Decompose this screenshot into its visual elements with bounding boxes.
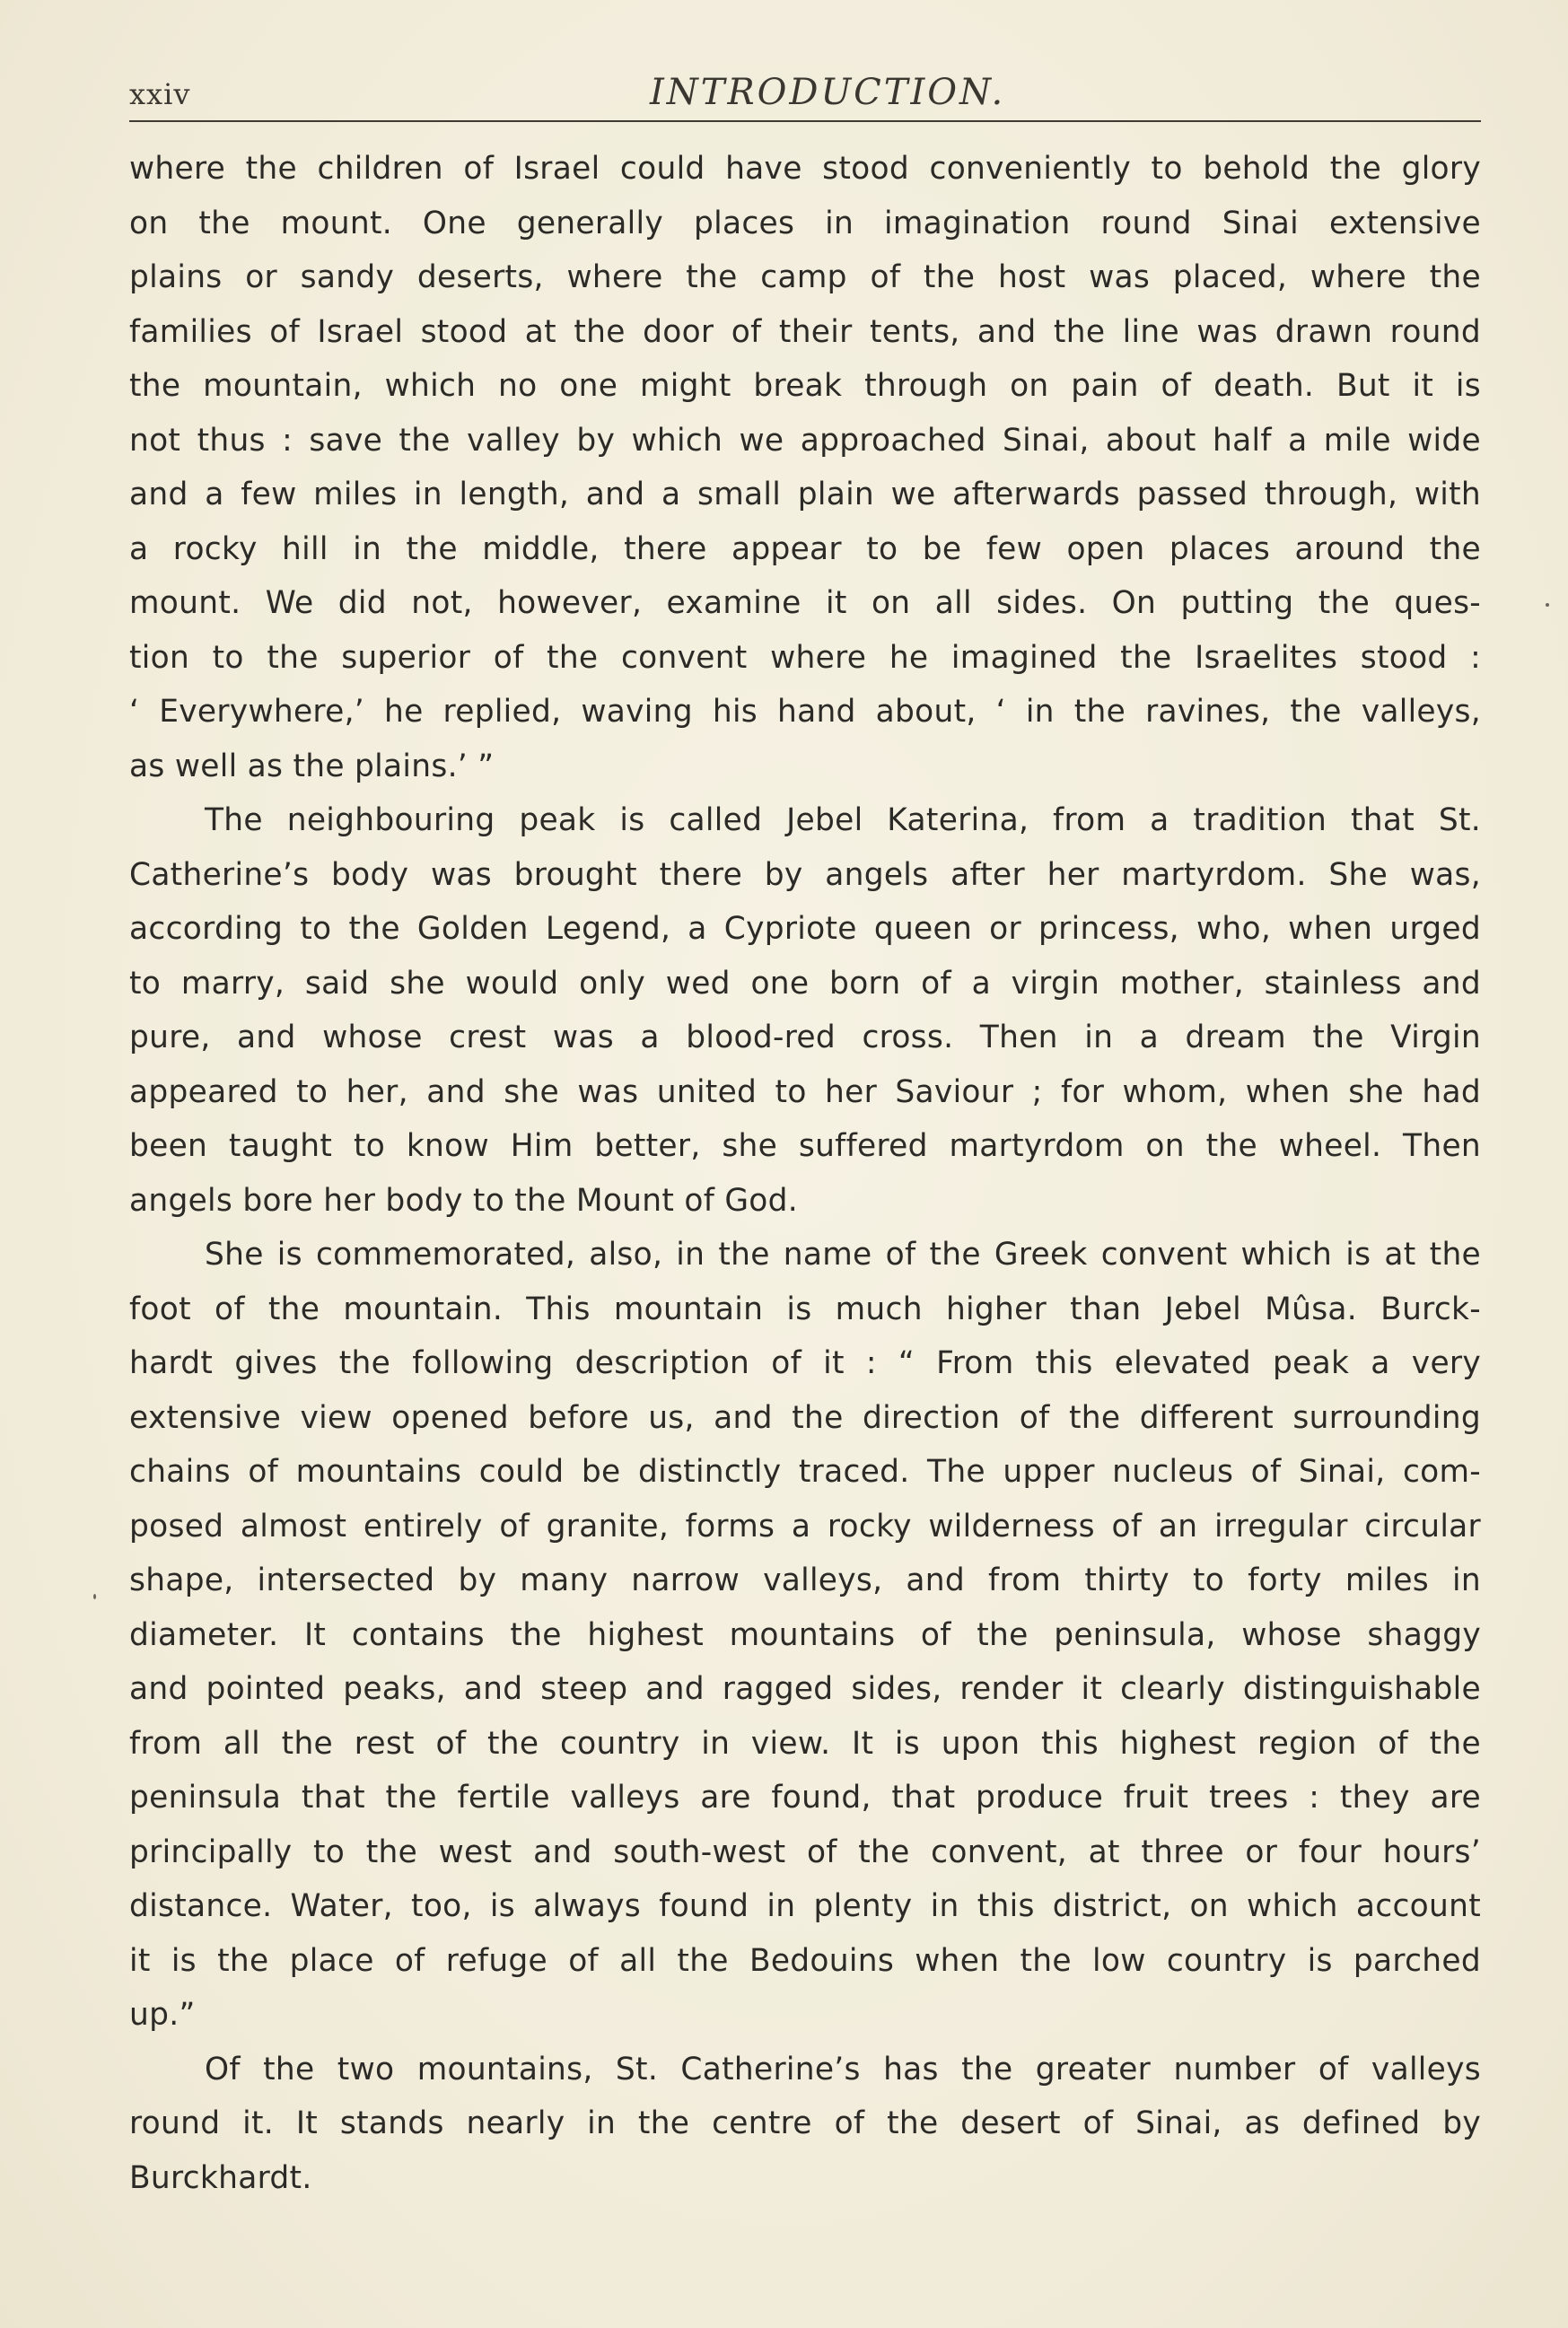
text-line: and pointed peaks, and steep and ragged sides, render it clearly distinguishable (129, 1671, 1481, 1707)
text-line: Of the two mountains, St. Catherine’s has the greater number of valleys (205, 2051, 1481, 2087)
text-line: ‘ Everywhere,’ he replied, waving his hand about, ‘ in the ravines, the valleys, (129, 694, 1481, 730)
text-line: to marry, said she would only wed one born of a virgin mother, stainless and (129, 965, 1481, 1002)
text-line: posed almost entirely of granite, forms a rocky wilderness of an irregular circular (129, 1508, 1481, 1545)
text-line: tion to the superior of the convent where he imagined the Israelites stood : (129, 639, 1481, 676)
text-line: Catherine’s body was brought there by angels after her martyrdom. She was, (129, 856, 1481, 893)
text-line: foot of the mountain. This mountain is much higher than Jebel Mûsa. Burck- (129, 1291, 1481, 1327)
print-speck (93, 1594, 96, 1599)
text-line: been taught to know Him better, she suffered martyrdom on the wheel. Then (129, 1128, 1481, 1164)
paragraph (129, 142, 1481, 793)
text-line: not thus : save the valley by which we approached Sinai, about half a mile wide (129, 422, 1481, 459)
text-line: on the mount. One generally places in imagination round Sinai extensive (129, 205, 1481, 241)
text-line: The neighbouring peak is called Jebel Katerina, from a tradition that St. (205, 802, 1481, 838)
text-line: families of Israel stood at the door of their tents, and the line was drawn round (129, 313, 1481, 350)
text-line: from all the rest of the country in view. It is upon this highest region of the (129, 1725, 1481, 1762)
text-line: appeared to her, and she was united to her Saviour ; for whom, when she had (129, 1073, 1481, 1110)
header-rule (129, 120, 1481, 122)
print-speck (1546, 603, 1549, 607)
text-line: up.” (129, 1997, 196, 2033)
text-line: and a few miles in length, and a small plain we afterwards passed through, with (129, 477, 1481, 512)
paragraph (129, 793, 1481, 1228)
page-header (129, 72, 1481, 117)
text-line: round it. It stands nearly in the centre of the desert of Sinai, as defined by (129, 2105, 1481, 2141)
text-line: as well as the plains.’ ” (129, 748, 495, 784)
paragraph (129, 1228, 1481, 2043)
text-line: pure, and whose crest was a blood-red cross. Then in a dream the Virgin (129, 1020, 1481, 1055)
running-title: INTRODUCTION. (650, 72, 1006, 113)
text-line: a rocky hill in the middle, there appear to be few open places around the (129, 530, 1481, 567)
text-line: She is commemorated, also, in the name of the Greek convent which is at the (205, 1237, 1481, 1273)
text-line: extensive view opened before us, and the direction of the different surrounding (129, 1399, 1481, 1436)
text-line: chains of mountains could be distinctly traced. The upper nucleus of Sinai, com- (129, 1454, 1481, 1490)
text-line: principally to the west and south-west of the convent, at three or four hours’ (129, 1834, 1481, 1870)
text-line: mount. We did not, however, examine it on all sides. On putting the ques- (129, 585, 1481, 621)
text-line: diameter. It contains the highest mountains of the peninsula, whose shaggy (129, 1616, 1481, 1653)
paragraph (129, 2043, 1481, 2206)
text-line: angels bore her body to the Mount of God. (129, 1182, 798, 1219)
text-line: distance. Water, too, is always found in plenty in this district, on which account (129, 1888, 1481, 1924)
text-line: shape, intersected by many narrow valleys, and from thirty to forty miles in (129, 1562, 1481, 1598)
text-line: according to the Golden Legend, a Cypriote queen or princess, who, when urged (129, 911, 1481, 947)
text-line: where the children of Israel could have stood conveniently to behold the glory (129, 151, 1481, 187)
text-line: plains or sandy deserts, where the camp of the host was placed, where the (129, 259, 1481, 295)
text-line: peninsula that the fertile valleys are found, that produce fruit trees : they are (129, 1780, 1481, 1816)
text-line: hardt gives the following description of it : “ From this elevated peak a very (129, 1345, 1481, 1381)
page-number: xxiv (129, 77, 191, 111)
text-line: Burckhardt. (129, 2159, 312, 2196)
body-text (129, 142, 1481, 2205)
text-line: the mountain, which no one might break through on pain of death. But it is (129, 368, 1481, 404)
text-line: it is the place of refuge of all the Bedouins when the low country is parched (129, 1942, 1481, 1979)
